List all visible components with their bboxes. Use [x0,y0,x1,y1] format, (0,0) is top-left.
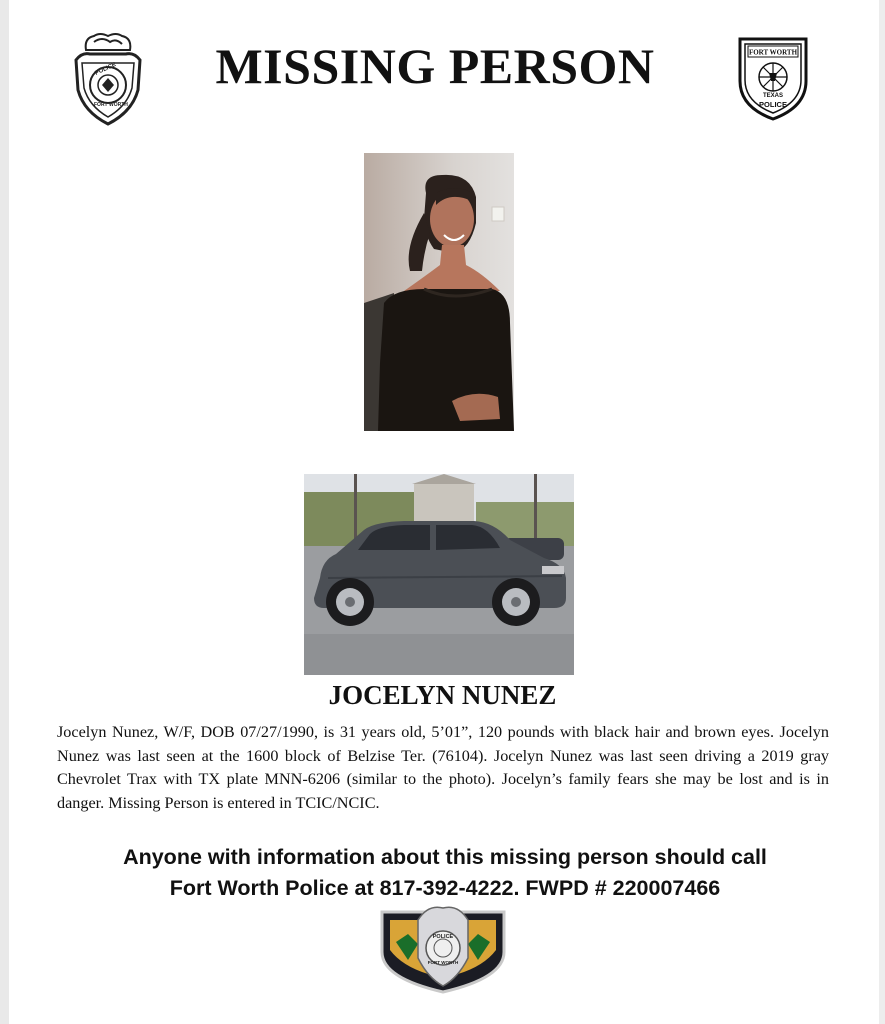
missing-person-description: Jocelyn Nunez, W/F, DOB 07/27/1990, is 31 years old, 5’01”, 120 pounds with black hair and brown eyes. Jocelyn Nunez was last seen at the 1600 block of Belzise Ter. (76104). Jocelyn Nunez was last seen driving a 2019 gray Chevrolet Trax with TX plate MNN-6206 (similar to the photo). Jocelyn’s family fears she may be lost and is in danger. Missing Person is entered in TCIC/NCIC. [57,723,829,812]
page-edge-right [879,0,885,1024]
vehicle-photo [304,474,574,675]
page-title: MISSING PERSON [215,38,655,94]
right-patch-state-text: TEXAS [762,93,784,99]
right-patch-police-text: POLICE [759,100,787,109]
bottom-patch-city-text: FORT WORTH [427,960,459,965]
police-shield-patch-icon [734,33,812,121]
contact-line-2: Fort Worth Police at 817-392-4222. FWPD # 220007466 [169,876,721,900]
missing-person-name: JOCELYN NUNEZ [328,680,557,710]
page-edge-left [0,0,9,1024]
right-patch-city-text: FORT WORTH [748,48,798,57]
left-badge-police-text: POLICE [94,61,118,77]
missing-person-photo [364,153,514,431]
bottom-patch-police-text: POLICE [432,934,454,940]
contact-notice [40,842,850,904]
left-badge-city-text: FORT WORTH [94,102,128,108]
contact-line-1: Anyone with information about this missing person should call [123,845,767,869]
police-patch-icon [378,904,508,994]
police-badge-icon [72,30,144,128]
